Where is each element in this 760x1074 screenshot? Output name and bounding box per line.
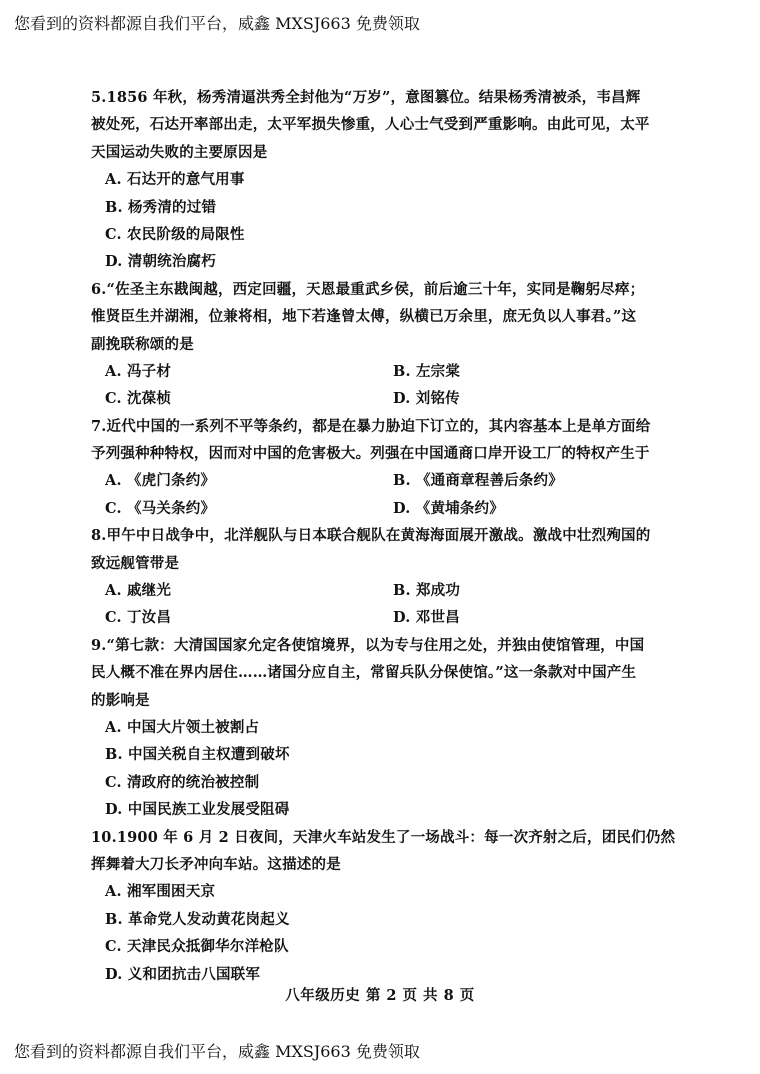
question-6-options-row: [91, 385, 681, 412]
question-5-stem-line: 天国运动失败的主要原因是: [91, 143, 268, 161]
question-6-stem-line: 6.“佐圣主东戡闽越，西定回疆，天恩最重武乡侯，前后逾三十年，实同是鞠躬尽瘁；: [91, 280, 645, 298]
question-6-options-row: [91, 358, 681, 385]
question-6-stem-line: 副挽联称颂的是: [91, 335, 194, 353]
question-8: [91, 522, 681, 632]
question-7-stem-line: 7.近代中国的一系列不平等条约，都是在暴力胁迫下订立的，其内容基本上是单方面给: [91, 417, 651, 435]
question-8-options-row: [91, 604, 681, 631]
question-10-stem-line: 10.1900 年 6 月 2 日夜间，天津火车站发生了一场战斗：每一次齐射之后，团民们仍然: [91, 828, 676, 846]
question-5-option-c[interactable]: C. 农民阶级的局限性: [105, 225, 245, 243]
question-9-stem-line: 的影响是: [91, 691, 150, 709]
question-6-option-c[interactable]: C. 沈葆桢: [105, 390, 172, 408]
question-6-stem-line: 惟贤臣生并湖湘，位兼将相，地下若逢曾太傅，纵横已万余里，庶无负以人事君。”这: [91, 308, 637, 326]
question-8-option-a[interactable]: A. 戚继光: [105, 582, 172, 600]
question-7-option-d[interactable]: D. 《黄埔条约》: [393, 499, 504, 517]
question-5-option-b[interactable]: B. 杨秀清的过错: [105, 198, 217, 216]
watermark-banner-bottom: 您看到的资料都源自我们平台，威鑫 MXSJ663 免费领取: [14, 1042, 420, 1061]
question-8-option-d[interactable]: D. 邓世昌: [393, 609, 460, 627]
page-footer: 八年级历史 第 2 页 共 8 页: [285, 987, 475, 1004]
question-9-option-d[interactable]: D. 中国民族工业发展受阻碍: [105, 801, 290, 819]
question-9: [91, 632, 681, 824]
question-10: [91, 824, 681, 988]
question-6: [91, 276, 681, 413]
question-10-option-d[interactable]: D. 义和团抗击八国联军: [105, 965, 261, 983]
question-5-stem-line: 被处死，石达开率部出走，太平军损失惨重，人心士气受到严重影响。由此可见，太平: [91, 116, 650, 134]
question-10-option-a[interactable]: A. 湘军围困天京: [105, 883, 216, 901]
question-5-stem-line: 5.1856 年秋，杨秀清逼洪秀全封他为“万岁”，意图篡位。结果杨秀清被杀，韦昌辉: [91, 89, 641, 106]
question-9-stem-line: 9.“第七款：大清国国家允定各使馆境界，以为专与住用之处，并独由使馆管理，中国: [91, 636, 645, 654]
question-7-options-row: [91, 495, 681, 522]
question-6-option-a[interactable]: A. 冯子材: [105, 362, 172, 380]
question-6-option-d[interactable]: D. 刘铭传: [393, 390, 460, 408]
question-9-stem-line: 民人概不准在界内居住……诸国分应自主，常留兵队分保使馆。”这一条款对中国产生: [91, 664, 637, 682]
question-7-stem-line: 予列强种种特权，因而对中国的危害极大。列强在中国通商口岸开设工厂的特权产生于: [91, 445, 650, 463]
question-content: [91, 84, 681, 988]
question-10-stem-line: 挥舞着大刀长矛冲向车站。这描述的是: [91, 855, 341, 873]
question-9-option-c[interactable]: C. 清政府的统治被控制: [105, 773, 260, 791]
question-5-option-d[interactable]: D. 清朝统治腐朽: [105, 253, 216, 271]
question-9-option-a[interactable]: A. 中国大片领土被割占: [105, 718, 260, 736]
question-8-option-b[interactable]: B. 郑成功: [393, 582, 461, 600]
question-8-stem-line: 致远舰管带是: [91, 554, 180, 572]
question-6-option-b[interactable]: B. 左宗棠: [393, 362, 461, 380]
question-10-option-c[interactable]: C. 天津民众抵御华尔洋枪队: [105, 938, 289, 956]
question-5-option-a[interactable]: A. 石达开的意气用事: [105, 171, 245, 189]
question-7-option-b[interactable]: B. 《通商章程善后条约》: [393, 472, 563, 490]
watermark-banner-top: 您看到的资料都源自我们平台，威鑫 MXSJ663 免费领取: [14, 14, 420, 33]
question-7: [91, 413, 681, 523]
question-9-option-b[interactable]: B. 中国关税自主权遭到破坏: [105, 746, 290, 764]
question-8-options-row: [91, 577, 681, 604]
question-5: [91, 84, 681, 276]
question-7-options-row: [91, 467, 681, 494]
question-7-option-c[interactable]: C. 《马关条约》: [105, 499, 216, 517]
question-7-option-a[interactable]: A. 《虎门条约》: [105, 472, 216, 490]
question-8-option-c[interactable]: C. 丁汝昌: [105, 609, 172, 627]
question-10-option-b[interactable]: B. 革命党人发动黄花岗起义: [105, 910, 290, 928]
question-8-stem-line: 8.甲午中日战争中，北洋舰队与日本联合舰队在黄海海面展开激战。激战中壮烈殉国的: [91, 527, 651, 545]
